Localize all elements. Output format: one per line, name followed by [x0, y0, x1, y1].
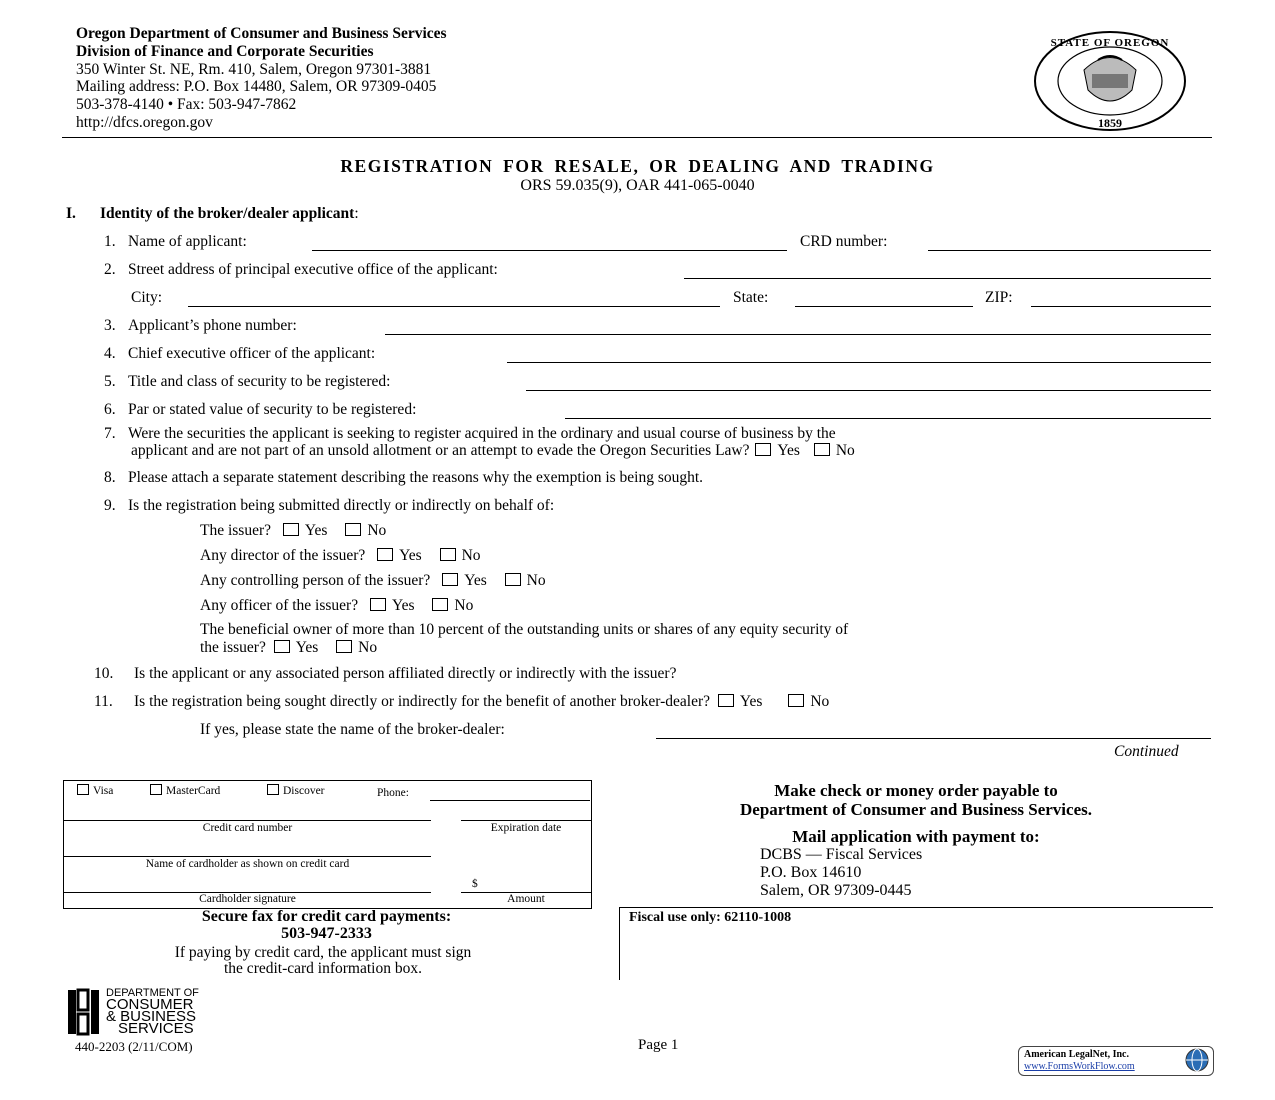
- seal-top-text: STATE OF OREGON: [1050, 37, 1170, 49]
- q11-followup-label: If yes, please state the name of the broker-dealer:: [200, 721, 505, 738]
- q6-label: Par or stated value of security to be registered:: [128, 401, 417, 418]
- payable-line1: Make check or money order payable to: [774, 781, 1058, 800]
- q9b-row: [200, 547, 481, 565]
- phone-number-field[interactable]: [385, 334, 1211, 335]
- oregon-seal-icon: [1032, 30, 1188, 132]
- q1-label: Name of applicant:: [128, 233, 247, 250]
- q9d-row: [200, 597, 473, 615]
- q9a-no-checkbox[interactable]: [345, 523, 361, 536]
- dcbs-logo: [66, 988, 236, 1038]
- q9b-no-checkbox[interactable]: [440, 548, 456, 561]
- credit-card-box: [63, 780, 592, 909]
- card-phone-field[interactable]: [430, 800, 590, 801]
- logo-line4: SERVICES: [118, 1020, 194, 1037]
- mail-address-line3: Salem, OR 97309-0445: [760, 882, 912, 899]
- form-id: 440-2203 (2/11/COM): [75, 1039, 193, 1054]
- secure-fax-note-line2: the credit-card information box.: [224, 960, 422, 977]
- q9-number: 9.: [104, 497, 116, 514]
- q9e-no-checkbox[interactable]: [336, 640, 352, 653]
- yes-label: Yes: [399, 547, 422, 564]
- applicant-name-field[interactable]: [312, 250, 787, 251]
- state-label: State:: [733, 289, 769, 306]
- q9c-label: Any controlling person of the issuer?: [200, 572, 431, 589]
- mail-heading: Mail application with payment to:: [792, 827, 1040, 846]
- broker-dealer-name-field[interactable]: [656, 738, 1211, 739]
- q9b-label: Any director of the issuer?: [200, 547, 366, 564]
- form-title: REGISTRATION FOR RESALE, OR DEALING AND TRADING: [340, 156, 935, 176]
- street-address: 350 Winter St. NE, Rm. 410, Salem, Oregon 97301-3881: [76, 61, 432, 78]
- secure-fax-title: Secure fax for credit card payments:: [201, 908, 452, 925]
- yes-label: Yes: [777, 442, 800, 459]
- crd-number-field[interactable]: [928, 250, 1211, 251]
- vendor-badge[interactable]: [1018, 1046, 1214, 1076]
- fiscal-use-label: Fiscal use only: 62110-1008: [629, 910, 792, 925]
- q5-label: Title and class of security to be registered:: [128, 373, 391, 390]
- q11-yes-checkbox[interactable]: [718, 694, 734, 707]
- no-label: No: [835, 442, 855, 459]
- q2-label: Street address of principal executive office of the applicant:: [128, 261, 498, 278]
- card-number-field[interactable]: [64, 820, 431, 821]
- yes-label: Yes: [304, 522, 328, 539]
- q7-no-checkbox[interactable]: [814, 443, 830, 456]
- q7-text-line2: applicant and are not part of an unsold allotment or an attempt to evade the Oregon Securities Law?: [131, 442, 750, 459]
- expiration-field[interactable]: [461, 820, 591, 821]
- q9e-text-line1: The beneficial owner of more than 10 percent of the outstanding units or shares of any equity security of: [200, 621, 849, 638]
- q3-label: Applicant’s phone number:: [128, 317, 297, 334]
- discover-checkbox[interactable]: [267, 784, 279, 795]
- q9-text: Is the registration being submitted directly or indirectly on behalf of:: [128, 497, 555, 514]
- q11-label: Is the registration being sought directly or indirectly for the benefit of another broker-dealer?: [134, 693, 710, 710]
- secure-fax-note-line1: If paying by credit card, the applicant must sign: [174, 944, 472, 961]
- q9d-label: Any officer of the issuer?: [200, 597, 359, 614]
- par-value-field[interactable]: [565, 418, 1211, 419]
- logo-line2: CONSUMER: [106, 996, 194, 1013]
- seal-year: 1859: [1098, 116, 1122, 130]
- mail-address-line2: P.O. Box 14610: [760, 864, 862, 881]
- card-number-label: Credit card number: [202, 822, 293, 834]
- zip-label: ZIP:: [985, 289, 1013, 306]
- q8-number: 8.: [104, 469, 116, 486]
- q9e-label: the issuer?: [200, 639, 266, 656]
- section-number: I.: [66, 205, 76, 222]
- dollar-sign: $: [472, 878, 478, 890]
- form-subtitle: ORS 59.035(9), OAR 441-065-0040: [520, 177, 755, 194]
- q2-number: 2.: [104, 261, 116, 278]
- no-label: No: [810, 693, 830, 710]
- phone-label: Phone:: [377, 787, 409, 799]
- q9a-label: The issuer?: [200, 522, 272, 539]
- payable-line2: Department of Consumer and Business Services.: [740, 800, 1092, 819]
- discover-option[interactable]: Discover: [267, 784, 325, 797]
- no-label: No: [461, 547, 481, 564]
- q7-text-line1: Were the securities the applicant is seeking to register acquired in the ordinary and usual course of business by the: [128, 425, 836, 442]
- vendor-link[interactable]: www.FormsWorkFlow.com: [1024, 1061, 1135, 1072]
- q9d-yes-checkbox[interactable]: [370, 598, 386, 611]
- mailing-address: Mailing address: P.O. Box 14480, Salem, OR 97309-0405: [76, 78, 437, 95]
- q11-number: 11.: [94, 693, 113, 710]
- q9b-yes-checkbox[interactable]: [377, 548, 393, 561]
- no-label: No: [367, 522, 387, 539]
- q7-row: [131, 442, 855, 460]
- city-field[interactable]: [188, 306, 720, 307]
- no-label: No: [526, 572, 546, 589]
- q4-label: Chief executive officer of the applicant:: [128, 345, 376, 362]
- q9e-row: [200, 639, 377, 657]
- q9c-no-checkbox[interactable]: [505, 573, 521, 586]
- continued-label: Continued: [1114, 743, 1179, 760]
- page-number: Page 1: [638, 1037, 679, 1053]
- cardholder-name-label: Name of cardholder as shown on credit card: [145, 858, 350, 870]
- q9c-yes-checkbox[interactable]: [442, 573, 458, 586]
- q5-number: 5.: [104, 373, 116, 390]
- q11-no-checkbox[interactable]: [788, 694, 804, 707]
- q3-number: 3.: [104, 317, 116, 334]
- cardholder-name-field[interactable]: [64, 856, 431, 857]
- q9a-yes-checkbox[interactable]: [283, 523, 299, 536]
- q7-number: 7.: [104, 425, 116, 442]
- vendor-name: American LegalNet, Inc.: [1024, 1049, 1129, 1060]
- q7-yes-checkbox[interactable]: [755, 443, 771, 456]
- mastercard-option[interactable]: MasterCard: [150, 784, 220, 797]
- amount-label: Amount: [507, 893, 545, 905]
- yes-label: Yes: [295, 639, 319, 656]
- expiration-label: Expiration date: [490, 822, 562, 834]
- no-label: No: [454, 597, 474, 614]
- state-field[interactable]: [795, 306, 973, 307]
- q9e-yes-checkbox[interactable]: [274, 640, 290, 653]
- q8-text: Please attach a separate statement describing the reasons why the exemption is being sought.: [128, 469, 704, 486]
- visa-option[interactable]: Visa: [77, 784, 113, 797]
- q10-number: 10.: [94, 665, 114, 682]
- dcbs-monogram-icon: [66, 988, 102, 1036]
- q6-number: 6.: [104, 401, 116, 418]
- org-name: Oregon Department of Consumer and Business Services: [76, 25, 447, 42]
- visa-checkbox[interactable]: [77, 784, 89, 795]
- yes-label: Yes: [739, 693, 763, 710]
- section-heading: Identity of the broker/dealer applicant:: [100, 205, 359, 222]
- website-link[interactable]: http://dfcs.oregon.gov: [76, 114, 213, 131]
- street-address-field[interactable]: [684, 278, 1211, 279]
- fiscal-use-box: [619, 907, 1213, 980]
- crd-label: CRD number:: [800, 233, 888, 250]
- globe-icon: [1183, 1047, 1211, 1073]
- ceo-field[interactable]: [507, 362, 1211, 363]
- phone-fax: 503-378-4140 • Fax: 503-947-7862: [76, 96, 297, 113]
- division-name: Division of Finance and Corporate Securities: [76, 43, 374, 60]
- city-label: City:: [131, 289, 163, 306]
- mastercard-checkbox[interactable]: [150, 784, 162, 795]
- secure-fax-number: 503-947-2333: [281, 925, 372, 942]
- q9c-row: [200, 572, 546, 590]
- mail-address-line1: DCBS — Fiscal Services: [760, 846, 923, 863]
- yes-label: Yes: [464, 572, 487, 589]
- q9d-no-checkbox[interactable]: [432, 598, 448, 611]
- signature-label: Cardholder signature: [199, 893, 296, 905]
- q9a-row: [200, 522, 386, 540]
- logo-line3: & BUSINESS: [106, 1008, 197, 1025]
- q11-row: [134, 693, 829, 711]
- q10-text: Is the applicant or any associated person affiliated directly or indirectly with the issuer?: [134, 665, 677, 682]
- zip-field[interactable]: [1031, 306, 1211, 307]
- yes-label: Yes: [391, 597, 415, 614]
- q4-number: 4.: [104, 345, 116, 362]
- logo-line1: DEPARTMENT OF: [106, 987, 199, 999]
- security-title-field[interactable]: [526, 390, 1211, 391]
- no-label: No: [358, 639, 378, 656]
- q1-number: 1.: [104, 233, 116, 250]
